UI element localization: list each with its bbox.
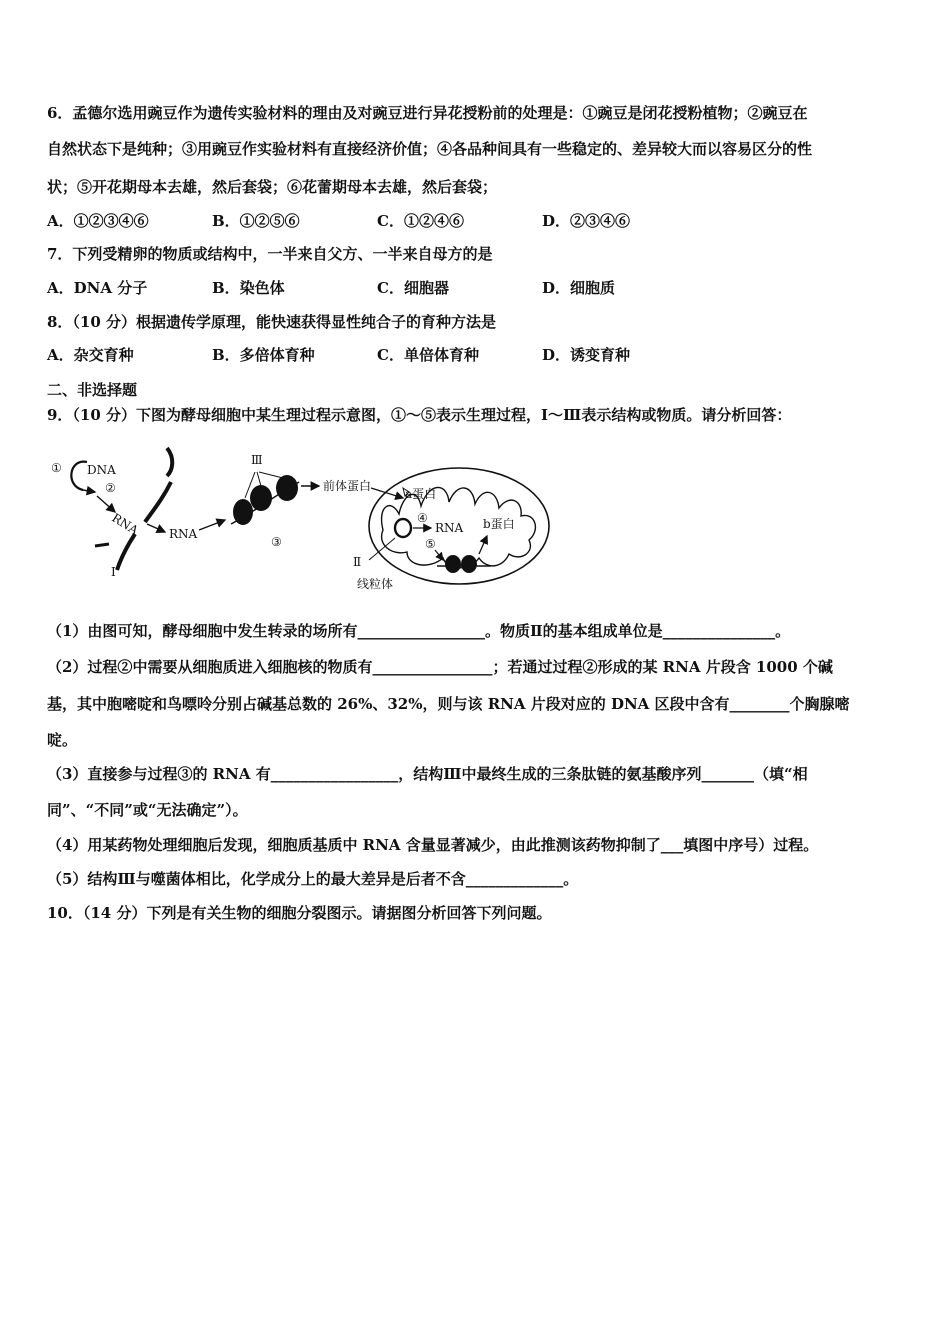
label-rna-2: RNA: [169, 527, 198, 541]
q6-line-3: 状；⑤开花期母本去雄，然后套袋；⑥花蕾期母本去雄，然后套袋；: [47, 178, 498, 196]
q6-option-c: C．①②④⑥: [377, 212, 464, 230]
q9-sub-2a: （2）过程②中需要从细胞质进入细胞核的物质有________________；若通过过程②形成的某 RNA 片段含 1000 个碱: [47, 658, 833, 676]
cell-process-diagram: [47, 442, 567, 602]
label-rna-1: RNA: [109, 510, 141, 538]
label-process-4: ④: [417, 511, 428, 525]
q7-option-a: A．DNA 分子: [47, 279, 148, 297]
translation-arrow: [199, 520, 225, 530]
ribosome-2: [250, 485, 272, 511]
q8-option-c: C．单倍体育种: [377, 346, 479, 364]
nuclear-envelope-top: [167, 448, 172, 476]
label-dna: DNA: [87, 463, 116, 477]
q6-option-b: B．①②⑤⑥: [212, 212, 300, 230]
label-structure-II: Ⅱ: [353, 555, 362, 569]
import-arrow: [371, 488, 403, 498]
q6-line-1: 6．孟德尔选用豌豆作为遗传实验材料的理由及对豌豆进行异花授粉前的处理是：①豌豆是闭花授粉植物；②豌豆在: [47, 104, 808, 122]
nuclear-envelope-mid: [145, 482, 171, 522]
q9-sub-2b: 基，其中胞嘧啶和鸟嘌呤分别占碱基总数的 26%、32%，则与该 RNA 片段对应的 DNA 区段中含有________个胸腺嘧: [47, 695, 850, 713]
label-structure-III: Ⅲ: [251, 453, 263, 467]
label-process-2: ②: [105, 481, 116, 495]
section-title: 二、非选择题: [47, 381, 138, 399]
q9-line-1: 9．（10 分）下图为酵母细胞中某生理过程示意图，①～⑤表示生理过程，Ⅰ～Ⅲ表示结构或物质。请分析回答：: [47, 406, 792, 424]
q9-sub-3b: 同”、“不同”或“无法确定”）。: [47, 801, 248, 819]
mitochondrial-dna: [395, 519, 411, 537]
label-mitochondrion: 线粒体: [357, 577, 394, 591]
label-a-protein: a蛋白: [405, 487, 437, 501]
ribosome-1: [233, 499, 253, 525]
q8-option-a: A．杂交育种: [47, 346, 134, 364]
label-process-3: ③: [271, 535, 282, 549]
label-b-protein: b蛋白: [483, 517, 515, 531]
q7-option-d: D．细胞质: [542, 279, 616, 297]
b-protein-arrow: [479, 536, 487, 554]
nuclear-pore-dash: [95, 544, 109, 546]
q7-option-b: B．染色体: [212, 279, 285, 297]
q8-option-b: B．多倍体育种: [212, 346, 315, 364]
q9-sub-4: （4）用某药物处理细胞后发现，细胞质基质中 RNA 含量显著减少，由此推测该药物抑制了___填图中序号）过程。: [47, 836, 819, 854]
q8-line-1: 8．（10 分）根据遗传学原理，能快速获得显性纯合子的育种方法是: [47, 313, 497, 331]
q10-line-1: 10．（14 分）下列是有关生物的细胞分裂图示。请据图分析回答下列问题。: [47, 904, 552, 922]
label-process-1: ①: [51, 461, 62, 475]
pointer-III-3: [259, 472, 283, 478]
dna-loop: [71, 462, 87, 490]
label-process-5: ⑤: [425, 537, 436, 551]
mito-ribosome-2: [461, 555, 477, 573]
q6-option-d: D．②③④⑥: [542, 212, 631, 230]
ribosome-3: [276, 475, 298, 501]
q6-option-a: A．①②③④⑥: [47, 212, 149, 230]
q9-sub-1: （1）由图可知，酵母细胞中发生转录的场所有_________________。物质Ⅱ的基本组成单位是_______________。: [47, 622, 791, 640]
q9-sub-3a: （3）直接参与过程③的 RNA 有_________________，结构Ⅲ中最终生成的三条肽链的氨基酸序列_______（填“相: [47, 765, 808, 783]
label-structure-I: Ⅰ: [111, 565, 116, 579]
pointer-III-2: [257, 472, 261, 486]
q7-option-c: C．细胞器: [377, 279, 449, 297]
q6-line-2: 自然状态下是纯种；③用豌豆作实验材料有直接经济价值；④各品种间具有一些稳定的、差异较大而以容易区分的性: [47, 140, 813, 158]
label-rna-3: RNA: [435, 521, 464, 535]
export-arrow: [147, 524, 165, 532]
q9-sub-2c: 啶。: [47, 731, 78, 749]
q7-line-1: 7．下列受精卵的物质或结构中，一半来自父方、一半来自母方的是: [47, 245, 493, 263]
nuclear-envelope-bottom: [117, 534, 135, 570]
q9-sub-5: （5）结构Ⅲ与噬菌体相比，化学成分上的最大差异是后者不含_____________。: [47, 870, 579, 888]
replication-arrow: [83, 490, 95, 492]
transcription-arrow: [97, 496, 115, 512]
q8-option-d: D．诱变育种: [542, 346, 631, 364]
mito-translation-arrow: [435, 550, 443, 560]
mito-ribosome-1: [445, 555, 461, 573]
label-precursor-protein: 前体蛋白: [323, 479, 372, 493]
